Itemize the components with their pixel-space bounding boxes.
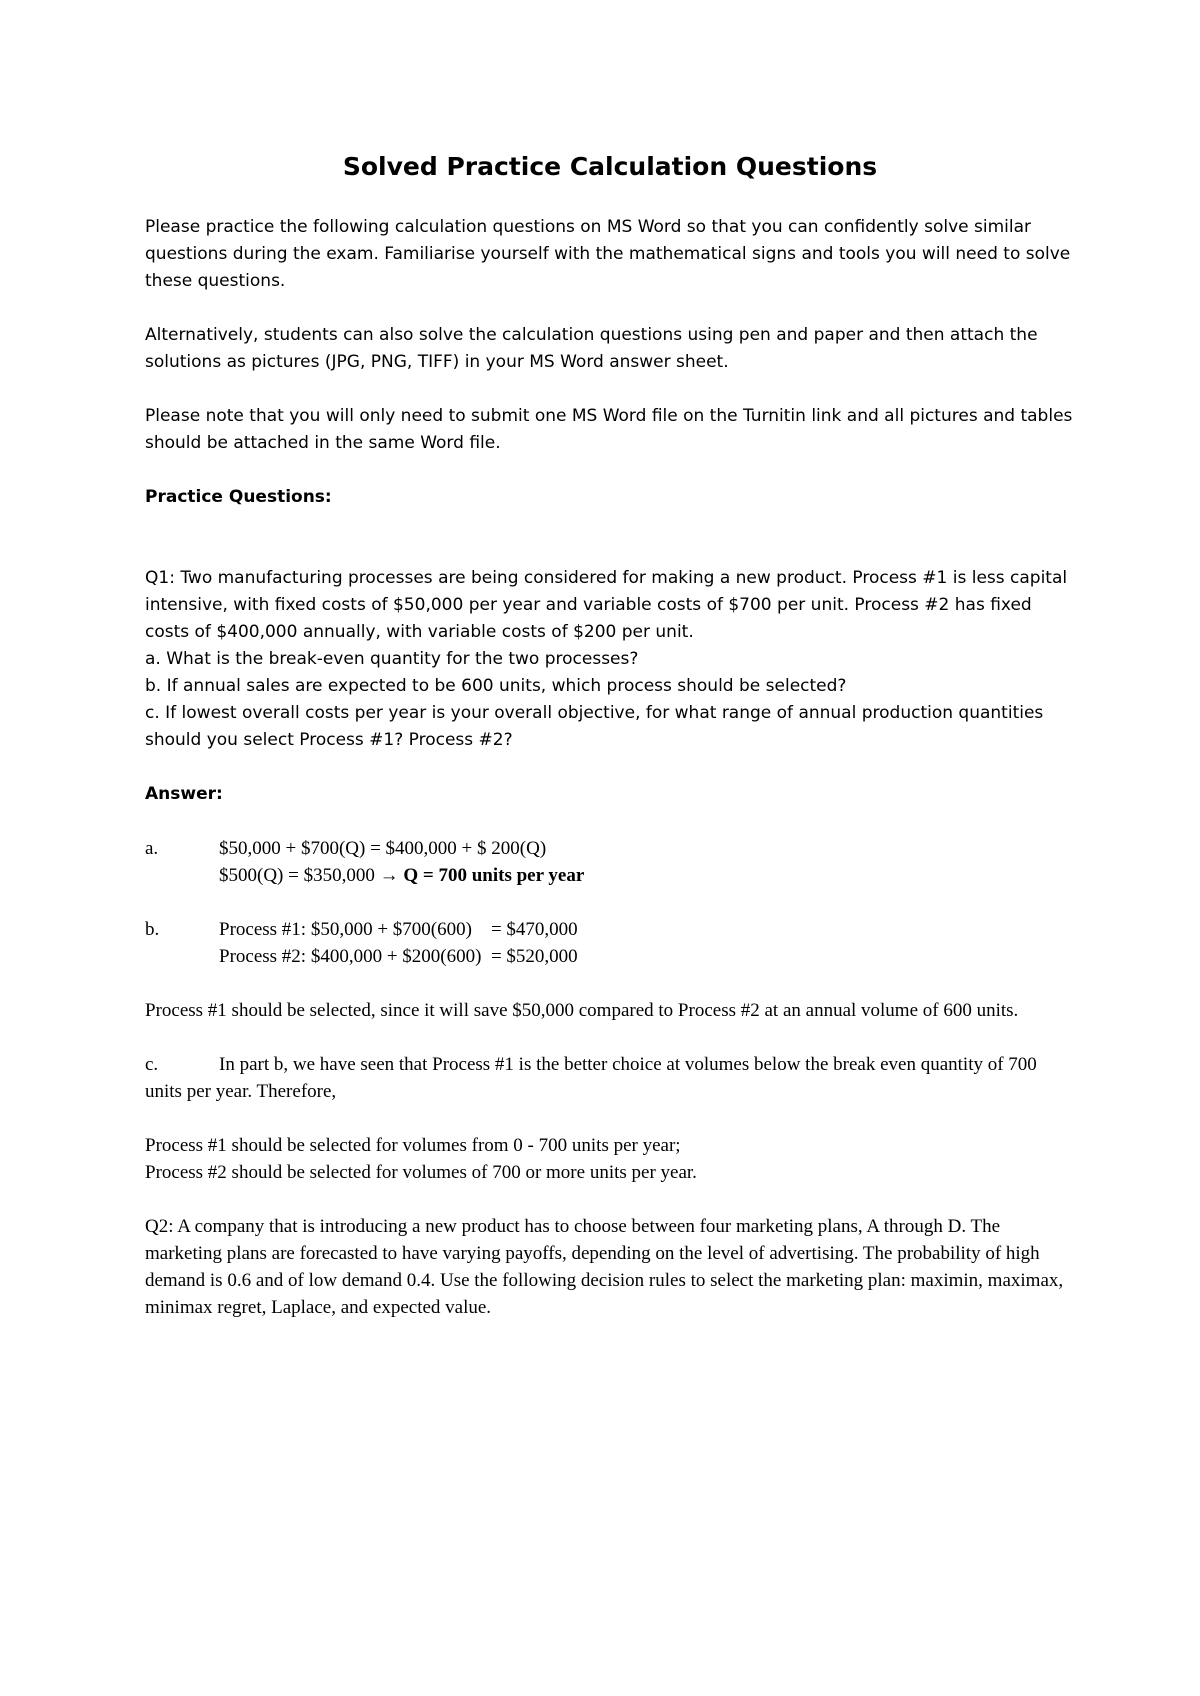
answer-a-label: a. [145,838,159,859]
answer-b-line1: Process #1: $50,000 + $700(600) = $470,000 [219,919,578,940]
q1-part-b: b. If annual sales are expected to be 600 units, which process should be selected? [145,676,847,696]
answer-part-a [145,835,1075,889]
answer-part-b [145,916,1075,970]
q1-label: Q1: [145,568,175,588]
answer-a-line2-prefix: $500(Q) = $350,000 → [219,865,404,886]
answer-b-conclusion: Process #1 should be selected, since it will save $50,000 compared to Process #2 at an annual volume of 600 units. [145,1000,1019,1021]
answer-a-line1: $50,000 + $700(Q) = $400,000 + $ 200(Q) [219,838,547,859]
answer-b-label: b. [145,919,160,940]
q2-label: Q2: [145,1216,174,1237]
practice-questions-heading: Practice Questions: [145,487,332,507]
answer-b-line2: Process #2: $400,000 + $200(600) = $520,000 [219,946,578,967]
answer-a-line2 [219,862,584,889]
question-1 [145,565,1075,754]
intro-paragraph-3: Please note that you will only need to submit one MS Word file on the Turnitin link and all pictures and tables should be attached in the same Word file. [145,406,1073,453]
answer-c-line2: Process #2 should be selected for volumes of 700 or more units per year. [145,1162,697,1183]
q2-text: A company that is introducing a new product has to choose between four marketing plans, A through D. The marketing plans are forecasted to have varying payoffs, depending on the level of advertising. The probability of high demand is 0.6 and of low demand 0.4. Use the following decision rules to select the marketing plan: maximin, maximax, minimax regret, Laplace, and expected value. [145,1216,1064,1318]
intro-paragraph-2: Alternatively, students can also solve the calculation questions using pen and paper and then attach the solutions as pictures (JPG, PNG, TIFF) in your MS Word answer sheet. [145,325,1038,372]
document-content [145,150,1075,1348]
intro-paragraph-1: Please practice the following calculation questions on MS Word so that you can confidently solve similar questions during the exam. Familiarise yourself with the mathematical signs and tools you will need to solve these questions. [145,217,1071,291]
answer-c-line1: Process #1 should be selected for volumes from 0 - 700 units per year; [145,1135,681,1156]
question-2 [145,1213,1075,1321]
answer-c-text: In part b, we have seen that Process #1 is the better choice at volumes below the break even quantity of 700 units per year. Therefore, [145,1054,1037,1102]
answer-c-label: c. [145,1054,159,1075]
answer-heading: Answer: [145,784,223,804]
q1-text: Two manufacturing processes are being considered for making a new product. Process #1 is less capital intensive, with fixed costs of $50,000 per year and variable costs of $700 per unit. Process #2 has fixed costs of $400,000 annually, with variable costs of $200 per unit. [145,568,1068,642]
answer-part-c [145,1051,1075,1105]
q1-part-c: c. If lowest overall costs per year is your overall objective, for what range of annual production quantities should you select Process #1? Process #2? [145,703,1044,750]
break-even-result: Q = 700 units per year [403,865,585,886]
q1-part-a: a. What is the break-even quantity for the two processes? [145,649,639,669]
page-title: Solved Practice Calculation Questions [342,152,878,181]
answer-c-ranges [145,1132,1075,1186]
